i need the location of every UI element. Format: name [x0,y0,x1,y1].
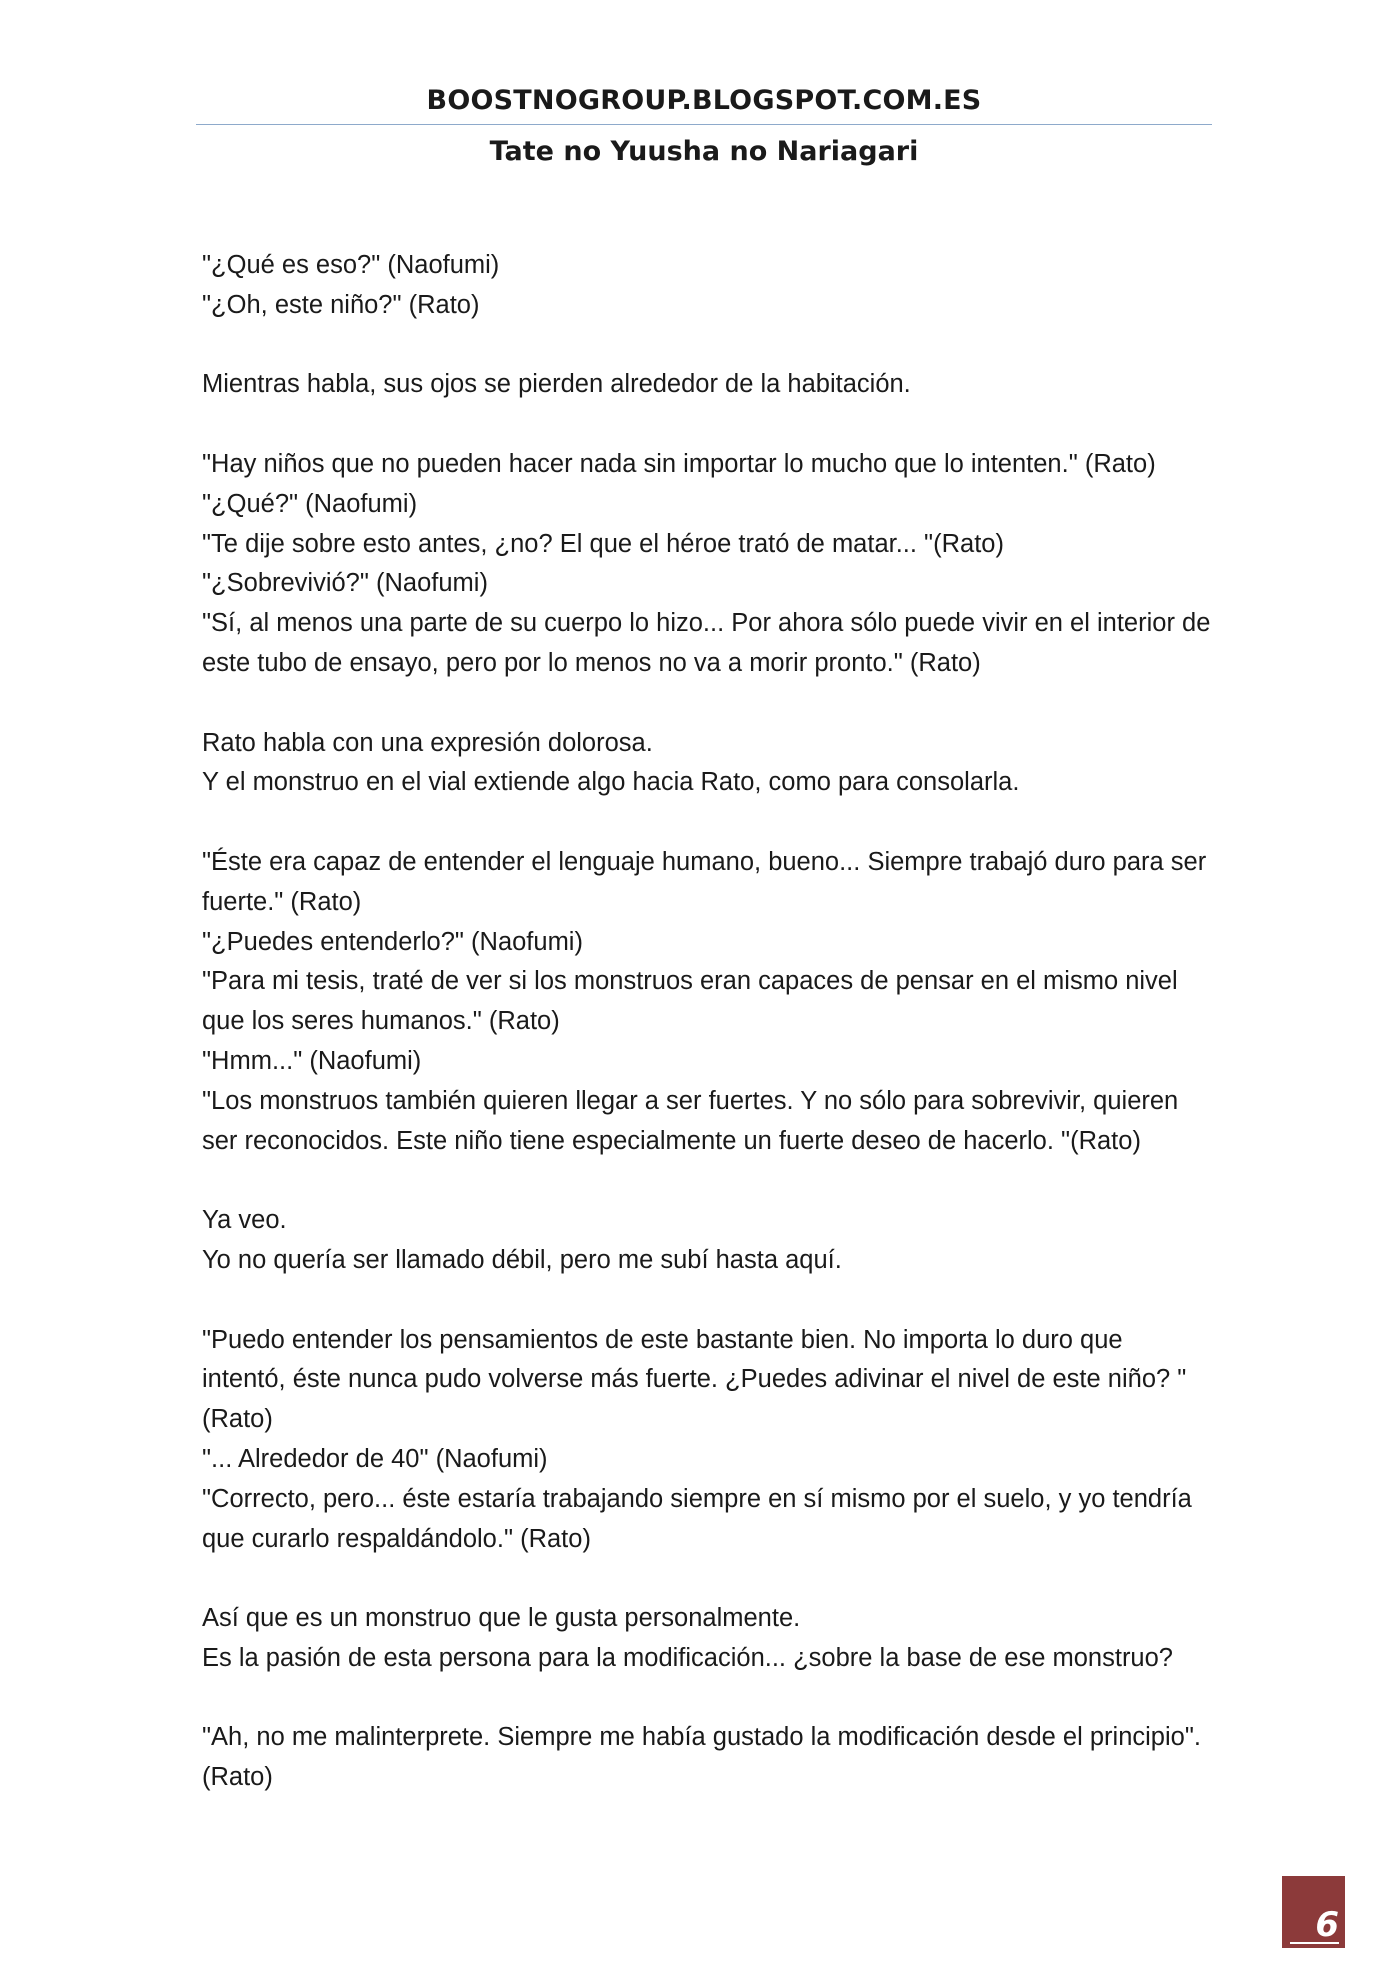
text-line: Y el monstruo en el vial extiende algo hacia Rato, como para consolarla. [202,768,1020,797]
text-line: "Te dije sobre esto antes, ¿no? El que el héroe trató de matar... "(Rato) [202,529,1004,558]
paragraph [202,246,1212,326]
text-line: Mientras habla, sus ojos se pierden alrededor de la habitación. [202,370,911,399]
text-line: "Ah, no me malinterprete. Siempre me había gustado la modificación desde el principio". (Rato) [202,1723,1201,1792]
book-title: Tate no Yuusha no Nariagari [489,136,919,167]
text-line: "Para mi tesis, traté de ver si los monstruos eran capaces de pensar en el mismo nivel que los seres humanos." (Rato) [202,967,1178,1036]
page-header [196,84,1212,169]
text-line: "Puedo entender los pensamientos de este bastante bien. No importa lo duro que intentó, éste nunca pudo volverse más fuerte. ¿Puedes adivinar el nivel de este niño? "(Rato) [202,1325,1187,1434]
paragraph [202,445,1212,684]
text-line: "¿Qué?" (Naofumi) [202,489,418,518]
text-line: "¿Puedes entenderlo?" (Naofumi) [202,927,583,956]
paragraph [202,843,1212,1161]
text-line: Yo no quería ser llamado débil, pero me subí hasta aquí. [202,1245,842,1274]
text-line: "... Alrededor de 40" (Naofumi) [202,1444,548,1473]
text-line: Es la pasión de esta persona para la modificación... ¿sobre la base de ese monstruo? [202,1643,1173,1672]
page-number-underline [1290,1942,1339,1944]
text-line: "Sí, al menos una parte de su cuerpo lo hizo... Por ahora sólo puede vivir en el interior de este tubo de ensayo, pero por lo menos no va a morir pronto." (Rato) [202,609,1211,677]
text-line: "¿Oh, este niño?" (Rato) [202,290,480,319]
paragraph [202,1599,1212,1679]
paragraph [202,365,1212,405]
site-title: BOOSTNOGROUP.BLOGSPOT.COM.ES [426,85,982,116]
text-line: "Hmm..." (Naofumi) [202,1046,422,1075]
text-line: Así que es un monstruo que le gusta personalmente. [202,1604,801,1633]
paragraph [202,1201,1212,1281]
text-line: "Correcto, pero... éste estaría trabajando siempre en sí mismo por el suelo, y yo tendría que curarlo respaldándolo." (Rato) [202,1484,1192,1553]
text-line: Rato habla con una expresión dolorosa. [202,728,653,757]
document-body [202,246,1212,1838]
paragraph [202,1718,1212,1798]
text-line: "¿Qué es eso?" (Naofumi) [202,251,500,279]
text-line: "Hay niños que no pueden hacer nada sin importar lo mucho que lo intenten." (Rato) [202,449,1156,478]
page-number-badge [1282,1876,1345,1948]
text-line: "¿Sobrevivió?" (Naofumi) [202,569,488,598]
page-number: 6 [1315,1905,1339,1945]
text-line: "Los monstruos también quieren llegar a ser fuertes. Y no sólo para sobrevivir, quieren ser reconocidos. Este niño tiene especialmente un fuerte deseo de hacerlo. "(Rato) [202,1086,1179,1155]
paragraph [202,1321,1212,1560]
header-divider [196,124,1212,125]
paragraph [202,724,1212,804]
text-line: Ya veo. [202,1206,287,1235]
text-line: "Éste era capaz de entender el lenguaje humano, bueno... Siempre trabajó duro para ser fuerte." (Rato) [202,847,1207,916]
